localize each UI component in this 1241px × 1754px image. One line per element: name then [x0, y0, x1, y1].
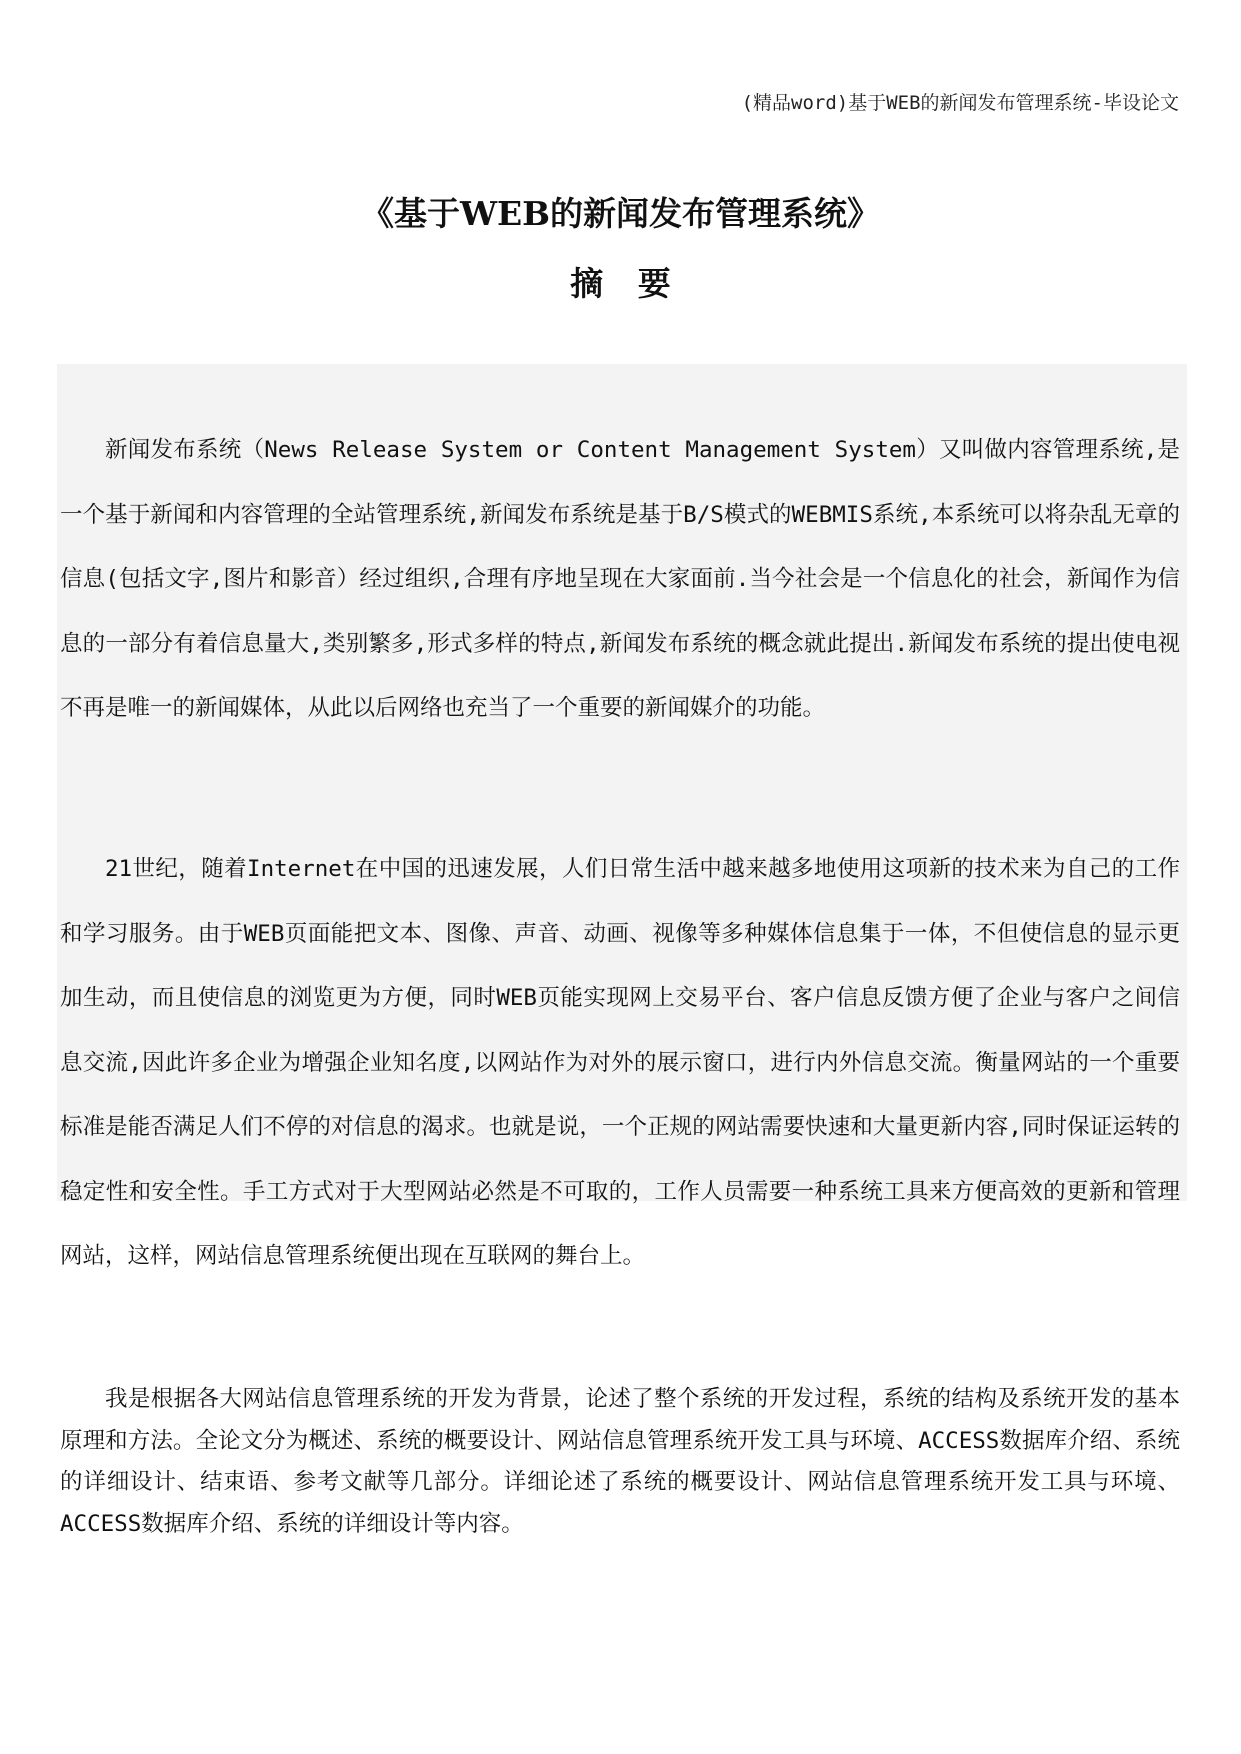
- document-title: 《基于WEB的新闻发布管理系统》: [360, 194, 881, 233]
- abstract-paragraph-2: 21世纪，随着Internet在中国的迅速发展，人们日常生活中越来越多地使用这项新的技术来为自己的工作和学习服务。由于WEB页面能把文本、图像、声音、动画、视像等多种媒体信息集于一体，不但使信息的显示更加生动，而且使信息的浏览更为方便，同时WEB页能实现网上交易平台、客户信息反馈方便了企业与客户之间信息交流,因此许多企业为增强企业知名度,以网站作为对外的展示窗口，进行内外信息交流。衡量网站的一个重要标准是能否满足人们不停的对信息的渴求。也就是说，一个正规的网站需要快速和大量更新内容,同时保证运转的稳定性和安全性。手工方式对于大型网站必然是不可取的，工作人员需要一种系统工具来方便高效的更新和管理网站，这样，网站信息管理系统便出现在互联网的舞台上。: [60, 856, 1180, 1269]
- running-header: (精品word)基于WEB的新闻发布管理系统-毕设论文: [741, 92, 1179, 114]
- abstract-heading: 摘 要: [570, 264, 671, 303]
- abstract-paragraph-3: 我是根据各大网站信息管理系统的开发为背景，论述了整个系统的开发过程，系统的结构及系统开发的基本原理和方法。全论文分为概述、系统的概要设计、网站信息管理系统开发工具与环境、ACCESS数据库介绍、系统的详细设计、结束语、参考文献等几部分。详细论述了系统的概要设计、网站信息管理系统开发工具与环境、ACCESS数据库介绍、系统的详细设计等内容。: [60, 1386, 1180, 1537]
- abstract-paragraph-1: 新闻发布系统（News Release System or Content Management System）又叫做内容管理系统,是一个基于新闻和内容管理的全站管理系统,新闻发布系统是基于B/S模式的WEBMIS系统,本系统可以将杂乱无章的信息(包括文字,图片和影音）经过组织,合理有序地呈现在大家面前.当今社会是一个信息化的社会，新闻作为信息的一部分有着信息量大,类别繁多,形式多样的特点,新闻发布系统的概念就此提出.新闻发布系统的提出使电视不再是唯一的新闻媒体，从此以后网络也充当了一个重要的新闻媒介的功能。: [60, 437, 1180, 721]
